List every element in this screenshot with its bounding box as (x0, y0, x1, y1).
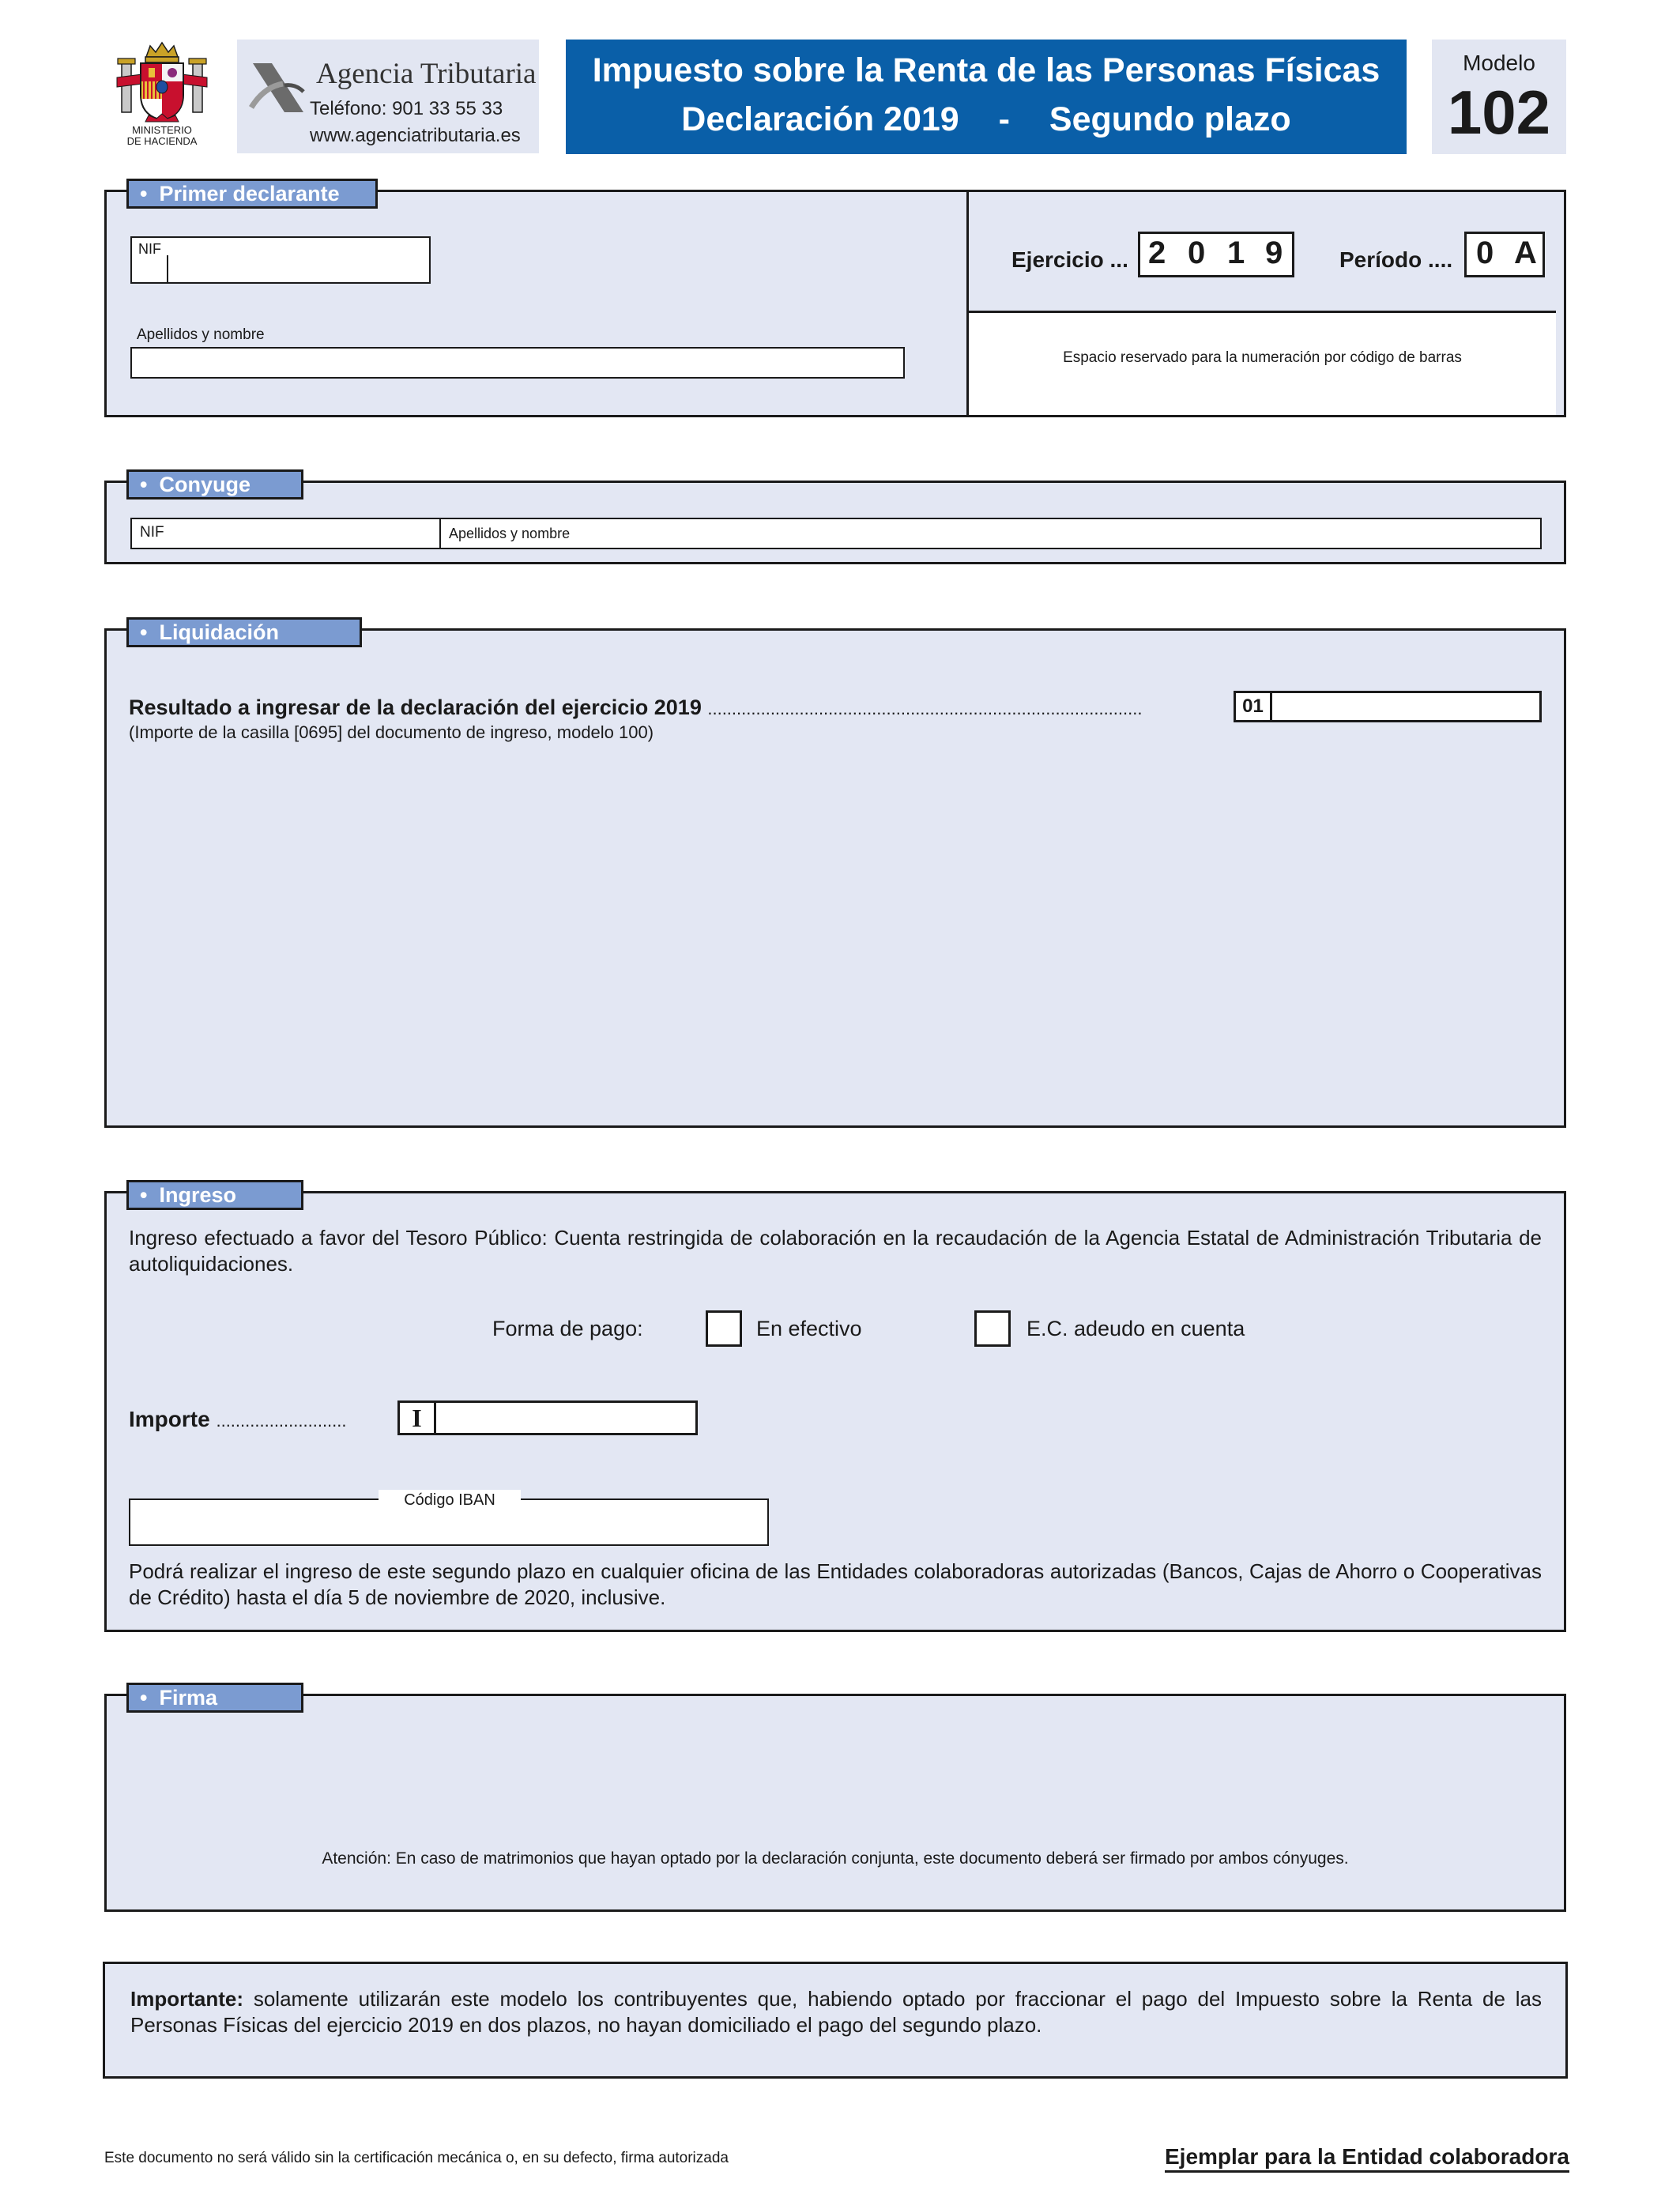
conyuge-nombre-label: Apellidos y nombre (449, 526, 571, 541)
footer-validity-note: Este documento no será válido sin la certificación mecánica o, en su defecto, firma autorizada (104, 2150, 729, 2166)
section-label-liquidacion: • Liquidación (126, 617, 362, 647)
periodo-field[interactable] (1464, 232, 1545, 277)
importe-box-code: I (400, 1403, 436, 1433)
importante-body: solamente utilizarán este modelo los contribuyentes que, habiendo optado por fraccionar el pago del Impuesto sobre la Renta de las Personas Físicas del ejercicio 2019 en dos plazos, no hayan domiciliado el pago del segundo plazo. (130, 1987, 1542, 2037)
conyuge-row (130, 518, 1542, 549)
resultado-dots: .......................................................................................... (707, 699, 1143, 718)
resultado-label: Resultado a ingresar de la declaración del ejercicio 2019 .......................................................................................... (129, 696, 1143, 719)
importe-box[interactable] (397, 1400, 698, 1435)
section-label-ingreso: • Ingreso (126, 1180, 303, 1210)
efectivo-label: En efectivo (756, 1317, 862, 1340)
modelo-label: Modelo (1463, 51, 1535, 75)
ejercicio-digit-4: 9 (1265, 236, 1283, 270)
nif-field[interactable] (130, 236, 431, 284)
title-bar (566, 40, 1407, 154)
forma-pago-label: Forma de pago: (492, 1317, 643, 1340)
agency-block (237, 40, 539, 153)
ejercicio-digit-1: 2 (1148, 236, 1166, 270)
iban-label: Código IBAN (379, 1490, 521, 1510)
ejercicio-digit-3: 1 (1227, 236, 1245, 270)
section-label-conyuge: • Conyuge (126, 469, 303, 499)
conyuge-nombre-field[interactable] (443, 519, 1540, 548)
atencion-note: Atención: En caso de matrimonios que hayan optado por la declaración conjunta, este documento deberá ser firmado por ambos cónyuges. (322, 1849, 1349, 1868)
nif-label: NIF (138, 241, 161, 257)
bullet-icon: • (140, 182, 148, 205)
resultado-box-code: 01 (1236, 693, 1272, 720)
bullet-icon: • (140, 1183, 148, 1207)
importe-label: Importe ........................... (129, 1407, 347, 1431)
conyuge-panel (104, 473, 1566, 564)
bullet-icon: • (140, 473, 148, 496)
barcode-area (969, 311, 1556, 415)
barcode-note: Espacio reservado para la numeración por código de barras (1063, 349, 1462, 366)
nif-separator (167, 255, 168, 282)
ministry-name-line2: DE HACIENDA (126, 135, 198, 147)
adeudo-label: E.C. adeudo en cuenta (1026, 1317, 1245, 1340)
spain-coat-of-arms-icon (111, 40, 213, 126)
ingreso-panel (104, 1183, 1566, 1632)
bullet-icon: • (140, 620, 148, 644)
importante-text (130, 1986, 1542, 2038)
section-label-firma: • Firma (126, 1683, 303, 1713)
efectivo-checkbox[interactable] (706, 1310, 742, 1347)
resultado-note: (Importe de la casilla [0695] del documento de ingreso, modelo 100) (129, 722, 654, 742)
conyuge-nif-label: NIF (140, 524, 164, 541)
agencia-tributaria-logo-icon (248, 57, 308, 120)
agency-phone: Teléfono: 901 33 55 33 (310, 98, 503, 119)
apellidos-nombre-field[interactable] (130, 347, 905, 379)
liquidacion-panel (104, 620, 1566, 1128)
agency-name: Agencia Tributaria (316, 58, 537, 90)
periodo-label: Período .... (1339, 247, 1453, 272)
ministry-logo (111, 40, 213, 150)
periodo-digit-1: 0 (1476, 236, 1494, 270)
bullet-icon: • (140, 1686, 148, 1710)
resultado-box[interactable] (1234, 691, 1542, 722)
title-separator: - (998, 100, 1010, 138)
signature-area[interactable] (122, 1728, 1548, 1846)
ejercicio-digit-2: 0 (1188, 236, 1206, 270)
ejercicio-label: Ejercicio ... (1011, 247, 1128, 272)
firma-panel (104, 1686, 1566, 1912)
ingreso-intro: Ingreso efectuado a favor del Tesoro Público: Cuenta restringida de colaboración en la recaudación de la Agencia Estatal de Administración Tributaria de autoliquidaciones. (129, 1226, 1542, 1276)
importante-panel (103, 1962, 1568, 2079)
title-declaracion: Declaración 2019 (681, 100, 959, 138)
modelo-box (1432, 40, 1566, 154)
section-label-primer-declarante: • Primer declarante (126, 179, 378, 209)
primer-declarante-panel (104, 182, 1566, 417)
ministry-name-line1: MINISTERIO (132, 124, 192, 136)
title-plazo: Segundo plazo (1049, 100, 1291, 138)
plazo-text: Podrá realizar el ingreso de este segundo plazo en cualquier oficina de las Entidades colaboradoras autorizadas (Bancos, Cajas de Ahorro o Cooperativas de Crédito) hasta el día 5 de noviembre de 2020, inclusive. (129, 1559, 1542, 1609)
title-line1: Impuesto sobre la Renta de las Personas Físicas (592, 51, 1381, 89)
importante-label: Importante: (130, 1987, 243, 2011)
conyuge-nif-field[interactable] (132, 519, 441, 548)
apellidos-nombre-label: Apellidos y nombre (137, 326, 265, 343)
modelo-number: 102 (1447, 77, 1551, 147)
agency-website: www.agenciatributaria.es (310, 125, 521, 146)
periodo-digit-2: A (1514, 236, 1537, 270)
adeudo-checkbox[interactable] (974, 1310, 1011, 1347)
footer-copy-label: Ejemplar para la Entidad colaboradora (1165, 2143, 1569, 2173)
ejercicio-field[interactable] (1138, 232, 1294, 277)
importe-dots: ........................... (216, 1411, 347, 1431)
